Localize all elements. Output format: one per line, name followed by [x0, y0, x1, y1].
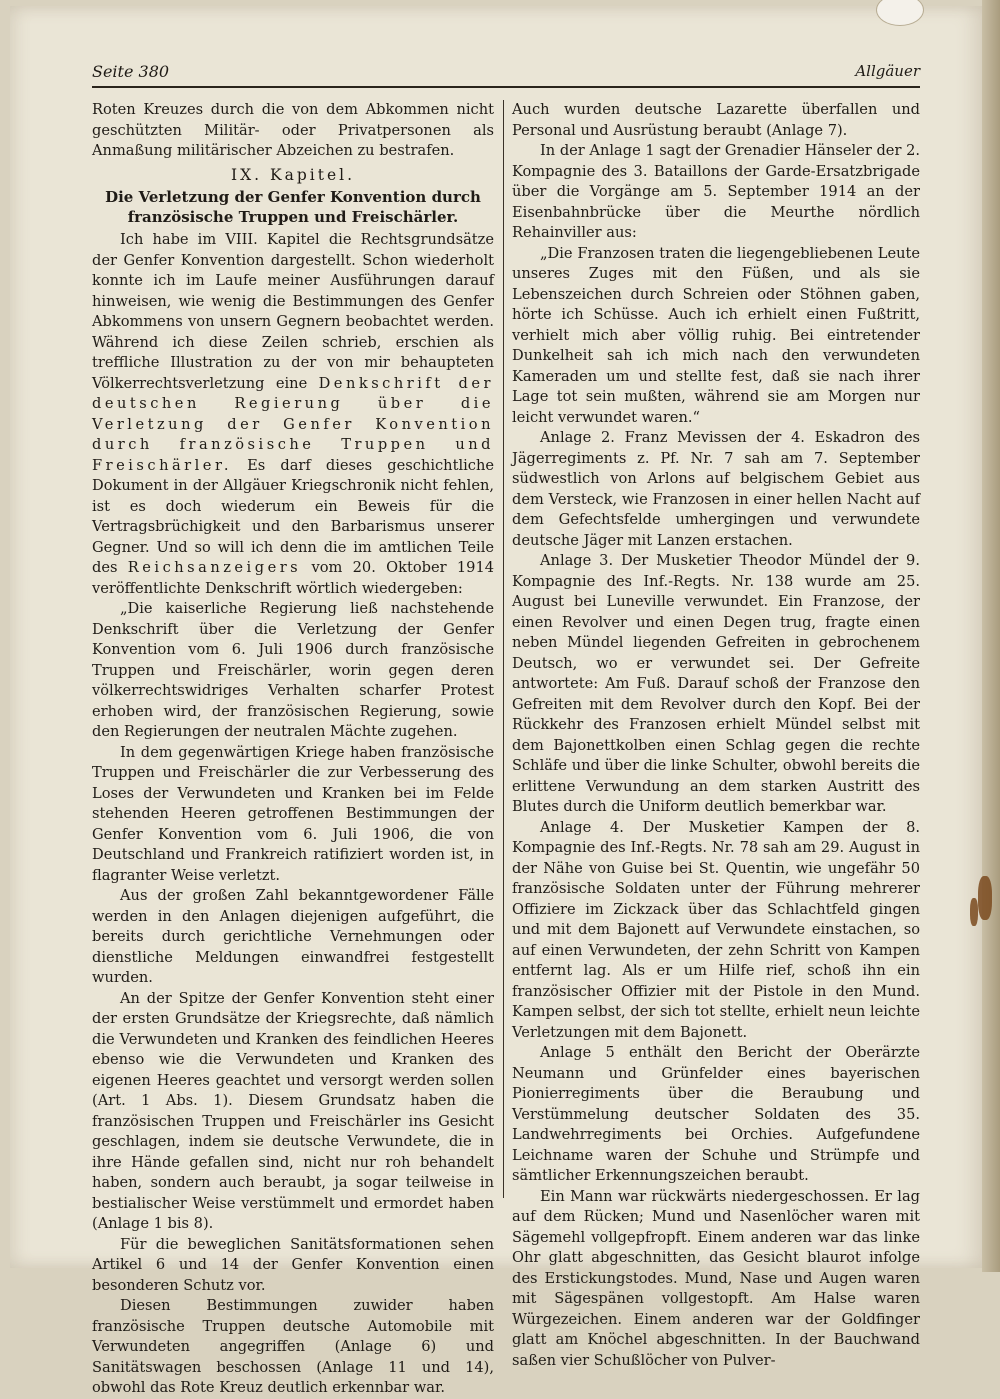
paragraph: Anlage 5 enthält den Bericht der Oberärzte Neumann und Grünfelder eines bayerischen Pionierregiments über die Beraubung und Verstümmelung deutscher Soldaten des 35. Landwehrregiments bei Orchies. Aufgefundene Leichname waren der Schuhe und Strümpfe und sämtlicher Erkennungszeichen beraubt. [512, 1044, 920, 1184]
paragraph: Aus der großen Zahl bekanntgewordener Fälle werden in den Anlagen diejenigen aufgeführt, die bereits durch gerichtliche Vernehmungen oder dienstliche Meldungen einwandfrei festgestellt wurden. [92, 887, 494, 986]
paragraph: Diesen Bestimmungen zuwider haben französische Truppen deutsche Automobile mit Verwundeten angegriffen (Anlage 6) und Sanitätswagen beschossen (Anlage 11 und 14), obwohl das Rote Kreuz deutlich erkennbar war. [92, 1297, 494, 1396]
rust-stain [970, 898, 978, 926]
chapter-number: IX. Kapitel. [231, 165, 355, 184]
paragraph: Anlage 4. Der Musketier Kampen der 8. Kompagnie des Inf.-Regts. Nr. 78 sah am 29. August in der Nähe von Guise bei St. Quentin, wie ungefähr 50 französische Soldaten unter der Führung mehrerer Offiziere im Zickzack über das Schlachtfeld gingen und mit dem Bajonett auf Verwundete einstachen, so auf einen Verwundeten, der zehn Schritt von Kampen entfernt lag. Als er um Hilfe rief, schoß ihn ein französischer Offizier mit der Pistole in den Mund. Kampen selbst, der sich tot stellte, erhielt neun leichte Verletzungen mit dem Bajonett. [512, 818, 920, 1041]
paragraph [92, 230, 494, 599]
paragraph: Anlage 3. Der Musketier Theodor Mündel der 9. Kompagnie des Inf.-Regts. Nr. 138 wurde am 25. August bei Luneville verwundet. Ein Franzose, der einen Revolver und einen Degen trug, fragte einen neben Mündel liegenden Gefreiten in gebrochenem Deutsch, wo er verwundet sei. Der Gefreite antwortete: Am Fuß. Darauf schoß der Franzose den Gefreiten mit dem Revolver durch den Kopf. Bei der Rückkehr des Franzosen erhielt Mündel selbst mit dem Bajonettkolben einen Schlag gegen die rechte Schläfe und über die linke Schulter, obwohl bereits die erlittene Verwundung an dem starken Austritt des Blutes durch die Uniform deutlich bemerkbar war. [512, 552, 920, 815]
paragraph: Roten Kreuzes durch die von dem Abkommen nicht geschützten Militär- oder Privatpersonen als Anmaßung militärischer Abzeichen zu bestrafen. [92, 101, 494, 159]
paragraph: An der Spitze der Genfer Konvention steht einer der ersten Grundsätze der Kriegsrechte, daß nämlich die Verwundeten und Kranken des feindlichen Heeres ebenso wie die Verwundeten und Kranken des eigenen Heeres geachtet und versorgt werden sollen (Art. 1 Abs. 1). Diesem Grundsatz haben die französischen Truppen und Freischärler ins Gesicht geschlagen, indem sie deutsche Verwundete, die in ihre Hände gefallen sind, nicht nur roh behandelt haben, sondern auch beraubt, ja sogar teilweise in bestialischer Weise verstümmelt und ermordet haben (Anlage 1 bis 8). [92, 989, 494, 1232]
paragraph: Für die beweglichen Sanitätsformationen sehen Artikel 6 und 14 der Genfer Konvention einen besonderen Schutz vor. [92, 1235, 494, 1294]
paragraph: In dem gegenwärtigen Kriege haben französische Truppen und Freischärler die zur Verbesserung des Loses der Verwundeten und Kranken bei im Felde stehenden Heeren getroffenen Bestimmungen der Genfer Konvention vom 6. Juli 1906, die von Deutschland und Frankreich ratifiziert worden ist, in flagranter Weise verletzt. [92, 743, 494, 884]
spaced-text: Denkschrift der deutschen Regierung über die Verletzung der Genfer Konvention durch französische Truppen und Freischärler. [92, 374, 494, 474]
paragraph: Ein Mann war rückwärts niedergeschossen. Er lag auf dem Rücken; Mund und Nasenlöcher waren mit Sägemehl vollgepfropft. Einem anderen war das linke Ohr glatt abgeschnitten, das Gesicht blaurot infolge des Erstickungstodes. Mund, Nase und Augen waren mit Sägespänen vollgestopft. Am Halse waren Würgezeichen. Einem anderen war der Goldfinger glatt am Knöchel abgeschnitten. In der Bauchwand saßen vier Schußlöcher von Pulver- [512, 1187, 920, 1369]
paragraph: Anlage 2. Franz Mevissen der 4. Eskadron des Jägerregiments z. Pf. Nr. 7 sah am 7. September südwestlich von Arlons auf belgischem Gebiet aus dem Versteck, wie Franzosen in einer hellen Nacht auf dem Gefechtsfelde umhergingen und verwundete deutsche Jäger mit Lanzen erstachen. [512, 429, 920, 549]
column-divider [503, 100, 504, 1198]
text-run: Es darf dieses geschichtliche Dokument in der Allgäuer Kriegschronik nicht fehlen, ist es doch wiederum ein Beweis für die Vertragsbrüchigkeit und den Barbarismus unserer Gegner. Und so will ich denn die im amtlichen Teile des [92, 456, 494, 576]
text-run: vom 20. Oktober 1914 veröffentlichte Denkschrift wörtlich wiedergeben: [92, 559, 495, 597]
spaced-text: Reichsanzeigers [127, 559, 302, 576]
rust-stain [978, 876, 992, 920]
page-number: Seite 380 [92, 62, 170, 81]
paragraph: In der Anlage 1 sagt der Grenadier Hänseler der 2. Kompagnie des 3. Bataillons der Garde-Ersatzbrigade über die Vorgänge am 5. September 1914 an der Eisenbahnbrücke über die Meurthe nördlich Rehainviller aus: [512, 142, 920, 241]
chapter-title: Die Verletzung der Genfer Konvention durch französische Truppen und Freischärler. [105, 188, 481, 226]
page-header [92, 62, 920, 88]
paragraph: Auch wurden deutsche Lazarette überfallen und Personal und Ausrüstung beraubt (Anlage 7). [512, 101, 920, 139]
right-column [512, 100, 920, 1369]
left-column [92, 100, 495, 1396]
publication-title: Allgäuer [855, 62, 920, 80]
text-run: Ich habe im VIII. Kapitel die Rechtsgrundsätze der Genfer Konvention dargestellt. Schon wiederholt konnte ich im Laufe meiner Ausführungen darauf hinweisen, wie wenig die Bestimmungen des Genfer Abkommens von unsern Gegnern beobachtet werden. Während ich diese Zeilen schrieb, erschien als treffliche Illustration zu der von mir behaupteten Völkerrechtsverletzung eine [92, 231, 494, 392]
page-edge [982, 0, 1000, 1272]
paragraph: „Die kaiserliche Regierung ließ nachstehende Denkschrift über die Verletzung der Genfer Konvention vom 6. Juli 1906 durch französische Truppen und Freischärler, worin gegen deren völkerrechtswidriges Verhalten scharfer Protest erhoben wird, der französischen Regierung, sowie den Regierungen der neutralen Mächte zugehen. [92, 600, 494, 740]
paragraph: „Die Franzosen traten die liegengebliebenen Leute unseres Zuges mit den Füßen, und als sie Lebenszeichen durch Schreien oder Stöhnen gaben, hörte ich Schüsse. Auch ich erhielt einen Fußtritt, verhielt mich aber völlig ruhig. Bei eintretender Dunkelheit sah ich mich nach den verwundeten Kameraden um und stellte fest, daß sie nach ihrer Lage tot sein mußten, während sie am Morgen nur leicht verwundet waren.“ [512, 244, 920, 426]
